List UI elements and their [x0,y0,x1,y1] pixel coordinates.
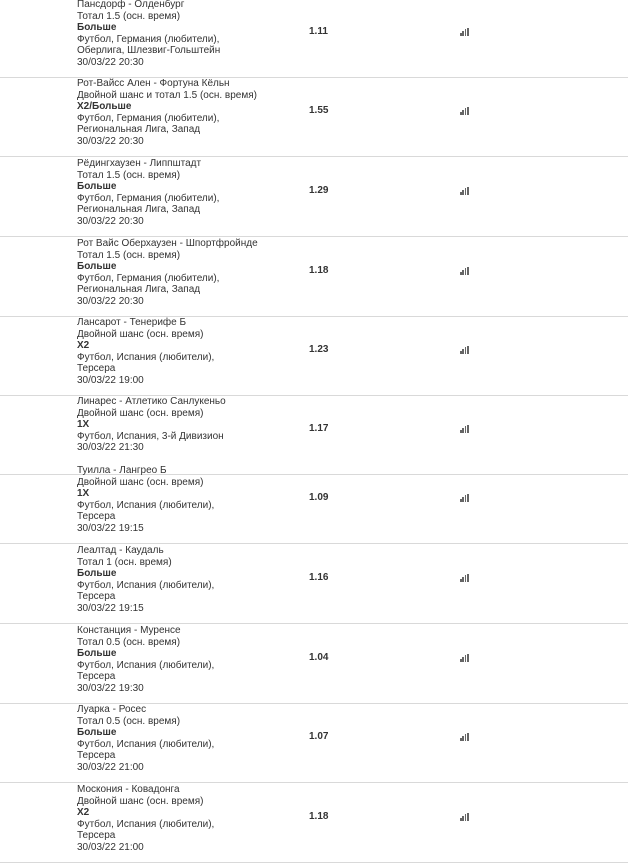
league-line-1: Футбол, Германия (любители), [77,33,220,45]
market-name: Тотал 0.5 (осн. время) [77,715,181,727]
league-line-2: Терсера [77,750,116,762]
bar-chart-icon[interactable] [460,494,469,502]
bet-info [77,625,277,695]
bet-info [77,238,277,308]
match-datetime: 30/03/22 19:00 [77,374,144,386]
selection-label: X2 [77,340,90,352]
bar-chart-icon[interactable] [460,346,469,354]
league-line-1: Футбол, Испания (любители), [77,351,215,363]
match-name: Констанция - Муренсе [77,625,181,636]
match-name: Москония - Ковадонга [77,784,180,795]
league-line-2: Региональная Лига, Запад [77,284,201,296]
league-line-1: Футбол, Испания (любители), [77,579,215,591]
market-name: Двойной шанс (осн. время) [77,476,204,488]
bar-chart-icon[interactable] [460,654,469,662]
bar-chart-icon[interactable] [460,733,469,741]
match-datetime: 30/03/22 20:30 [77,215,144,227]
selection-label: Больше [77,181,117,193]
selection-label: Больше [77,22,117,34]
odds-value: 1.18 [309,265,329,276]
bar-chart-icon[interactable] [460,107,469,115]
league-line-2: Терсера [77,830,116,842]
bar-chart-icon[interactable] [460,187,469,195]
selection-label: 1X [77,419,90,431]
bet-row[interactable] [0,158,628,237]
match-datetime: 30/03/22 19:15 [77,602,144,614]
bet-row[interactable] [0,465,628,544]
bar-chart-icon[interactable] [460,574,469,582]
match-name: Туилла - Лангрео Б [77,465,167,476]
bet-row[interactable] [0,396,628,475]
league-line-2: Терсера [77,591,116,603]
odds-value: 1.17 [309,423,329,434]
selection-label: 1X [77,488,90,500]
league-line-1: Футбол, Германия (любители), [77,112,220,124]
league-line-2: Терсера [77,511,116,523]
match-datetime: 30/03/22 21:00 [77,841,144,853]
league-line-1: Футбол, Испания (любители), [77,738,215,750]
match-name: Рёдингхаузен - Липпштадт [77,158,202,169]
match-datetime: 30/03/22 20:30 [77,135,144,147]
bet-row[interactable] [0,317,628,396]
league-line-2: Терсера [77,671,116,683]
bet-info [77,317,277,387]
selection-label: Больше [77,261,117,273]
selection-label: Больше [77,648,117,660]
league-line-1: Футбол, Испания, 3-й Дивизион [77,430,224,442]
odds-value: 1.11 [309,26,328,37]
odds-value: 1.09 [309,492,329,503]
bar-chart-icon[interactable] [460,425,469,433]
bet-row[interactable] [0,0,628,78]
match-name: Линарес - Атлетико Санлукеньо [77,396,226,407]
match-name: Лансарот - Тенерифе Б [77,317,187,328]
odds-value: 1.23 [309,344,329,355]
market-name: Двойной шанс и тотал 1.5 (осн. время) [77,89,257,101]
selection-label: X2/Больше [77,101,132,113]
odds-value: 1.16 [309,572,329,583]
bet-info [77,704,277,774]
market-name: Тотал 1.5 (осн. время) [77,169,181,181]
match-name: Пансдорф - Олденбург [77,0,185,10]
league-line-1: Футбол, Испания (любители), [77,659,215,671]
market-name: Двойной шанс (осн. время) [77,795,204,807]
bet-info [77,78,277,148]
bet-info [77,0,277,69]
match-name: Рот-Вайсс Ален - Фортуна Кёльн [77,78,230,89]
match-name: Луарка - Росес [77,704,147,715]
market-name: Тотал 1 (осн. время) [77,556,172,568]
league-line-2: Региональная Лига, Запад [77,124,201,136]
match-name: Леалтад - Каудаль [77,545,164,556]
bet-row[interactable] [0,78,628,157]
market-name: Двойной шанс (осн. время) [77,407,204,419]
match-datetime: 30/03/22 21:00 [77,761,144,773]
league-line-1: Футбол, Германия (любители), [77,272,220,284]
bet-row[interactable] [0,784,628,863]
bet-info [77,784,277,854]
bar-chart-icon[interactable] [460,267,469,275]
league-line-2: Терсера [77,363,116,375]
odds-value: 1.04 [309,652,329,663]
league-line-1: Футбол, Германия (любители), [77,192,220,204]
selection-label: Больше [77,727,117,739]
market-name: Двойной шанс (осн. время) [77,328,204,340]
match-datetime: 30/03/22 20:30 [77,295,144,307]
market-name: Тотал 1.5 (осн. время) [77,249,181,261]
market-name: Тотал 0.5 (осн. время) [77,636,181,648]
bar-chart-icon[interactable] [460,28,469,36]
match-datetime: 30/03/22 21:30 [77,442,144,454]
bet-info [77,545,277,615]
match-name: Рот Вайс Оберхаузен - Шпортфройнде [77,238,258,249]
match-datetime: 30/03/22 20:30 [77,56,144,68]
match-datetime: 30/03/22 19:30 [77,682,144,694]
market-name: Тотал 1.5 (осн. время) [77,10,181,22]
odds-value: 1.07 [309,731,329,742]
bet-info [77,396,277,454]
league-line-1: Футбол, Испания (любители), [77,818,215,830]
bet-row[interactable] [0,238,628,317]
bet-row[interactable] [0,704,628,783]
odds-value: 1.29 [309,185,329,196]
league-line-2: Оберлига, Шлезвиг-Гольштейн [77,45,221,57]
odds-value: 1.18 [309,811,329,822]
league-line-1: Футбол, Испания (любители), [77,499,215,511]
bar-chart-icon[interactable] [460,813,469,821]
odds-value: 1.55 [309,105,329,116]
bet-info [77,158,277,228]
selection-label: Больше [77,568,117,580]
league-line-2: Региональная Лига, Запад [77,204,201,216]
bet-row[interactable] [0,625,628,704]
bet-row[interactable] [0,545,628,624]
selection-label: X2 [77,807,90,819]
bet-info [77,465,277,535]
match-datetime: 30/03/22 19:15 [77,522,144,534]
